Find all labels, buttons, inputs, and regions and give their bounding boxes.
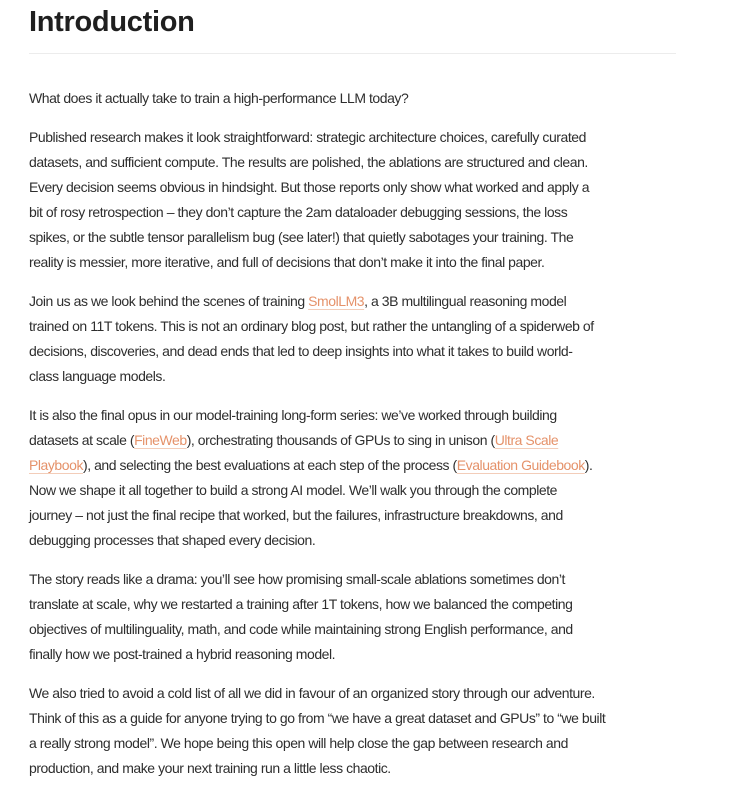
title-divider [29, 53, 676, 54]
text-segment: objectives of multilinguality, math, and code while maintaining strong English performance, and [29, 621, 573, 637]
text-segment: The story reads like a drama: you’ll see how promising small-scale ablations sometimes don’t [29, 571, 565, 587]
paragraph [29, 567, 709, 667]
text-line [29, 592, 709, 617]
text-line [29, 403, 709, 428]
text-line [29, 289, 709, 314]
text-segment: Join us as we look behind the scenes of training [29, 293, 309, 309]
text-line [29, 756, 709, 781]
text-line [29, 428, 709, 453]
text-segment: Think of this as a guide for anyone trying to go from “we have a great dataset and GPUs” to “we built [29, 710, 606, 726]
text-segment: datasets at scale ( [29, 432, 135, 448]
paragraph [29, 289, 709, 389]
text-line [29, 86, 709, 111]
text-line [29, 642, 709, 667]
text-segment: , a 3B multilingual reasoning model [364, 293, 567, 309]
text-segment: a really strong model”. We hope being this open will help close the gap between research and [29, 735, 568, 751]
text-line [29, 567, 709, 592]
text-segment: trained on 11T tokens. This is not an ordinary blog post, but rather the untangling of a spiderweb of [29, 318, 594, 334]
text-segment: finally how we post-trained a hybrid reasoning model. [29, 646, 336, 662]
text-line [29, 339, 709, 364]
page-title: Introduction [29, 6, 195, 38]
article-body [29, 86, 709, 795]
text-segment: spikes, or the subtle tensor parallelism bug (see later!) that quietly sabotages your training. The [29, 229, 574, 245]
text-segment: production, and make your next training run a little less chaotic. [29, 760, 391, 776]
text-line [29, 125, 709, 150]
text-line [29, 528, 709, 553]
text-line [29, 681, 709, 706]
text-line [29, 478, 709, 503]
paragraph [29, 403, 709, 553]
text-line [29, 706, 709, 731]
text-segment: translate at scale, why we restarted a training after 1T tokens, how we balanced the competing [29, 596, 573, 612]
text-line [29, 731, 709, 756]
text-segment: debugging processes that shaped every decision. [29, 532, 316, 548]
text-segment: It is also the final opus in our model-training long-form series: we’ve worked through building [29, 407, 557, 423]
text-line [29, 314, 709, 339]
text-line [29, 503, 709, 528]
link-playbook[interactable]: Playbook [29, 457, 83, 473]
text-segment: reality is messier, more iterative, and full of decisions that don’t make it into the final paper. [29, 254, 545, 270]
text-segment: Published research makes it look straightforward: strategic architecture choices, carefully curated [29, 129, 586, 145]
text-segment: Now we shape it all together to build a strong AI model. We’ll walk you through the complete [29, 482, 557, 498]
text-segment: We also tried to avoid a cold list of all we did in favour of an organized story through our adventure. [29, 685, 595, 701]
text-line [29, 617, 709, 642]
text-segment: class language models. [29, 368, 166, 384]
link-fineweb[interactable]: FineWeb [134, 432, 187, 448]
text-line [29, 175, 709, 200]
link-smollm3[interactable]: SmolLM3 [308, 293, 365, 309]
text-line [29, 453, 709, 478]
link-evaluation-guidebook[interactable]: Evaluation Guidebook [456, 457, 585, 473]
text-segment: journey – not just the final recipe that worked, but the failures, infrastructure breakdowns, and [29, 507, 563, 523]
text-segment: Every decision seems obvious in hindsight. But those reports only show what worked and apply a [29, 179, 590, 195]
text-line [29, 225, 709, 250]
text-segment: datasets, and sufficient compute. The results are polished, the ablations are structured and clean. [29, 154, 588, 170]
paragraph [29, 125, 709, 275]
text-line [29, 150, 709, 175]
paragraph [29, 86, 709, 111]
text-segment: decisions, discoveries, and dead ends that led to deep insights into what it takes to build world- [29, 343, 573, 359]
text-segment: ). [584, 457, 593, 473]
paragraph [29, 681, 709, 781]
link-ultra-scale[interactable]: Ultra Scale [494, 432, 559, 448]
text-segment: ), and selecting the best evaluations at each step of the process ( [83, 457, 457, 473]
text-segment: ), orchestrating thousands of GPUs to sing in unison ( [186, 432, 495, 448]
text-line [29, 200, 709, 225]
text-segment: What does it actually take to train a high-performance LLM today? [29, 90, 409, 106]
text-line [29, 364, 709, 389]
text-line [29, 250, 709, 275]
text-segment: bit of rosy retrospection – they don’t capture the 2am dataloader debugging sessions, the loss [29, 204, 568, 220]
